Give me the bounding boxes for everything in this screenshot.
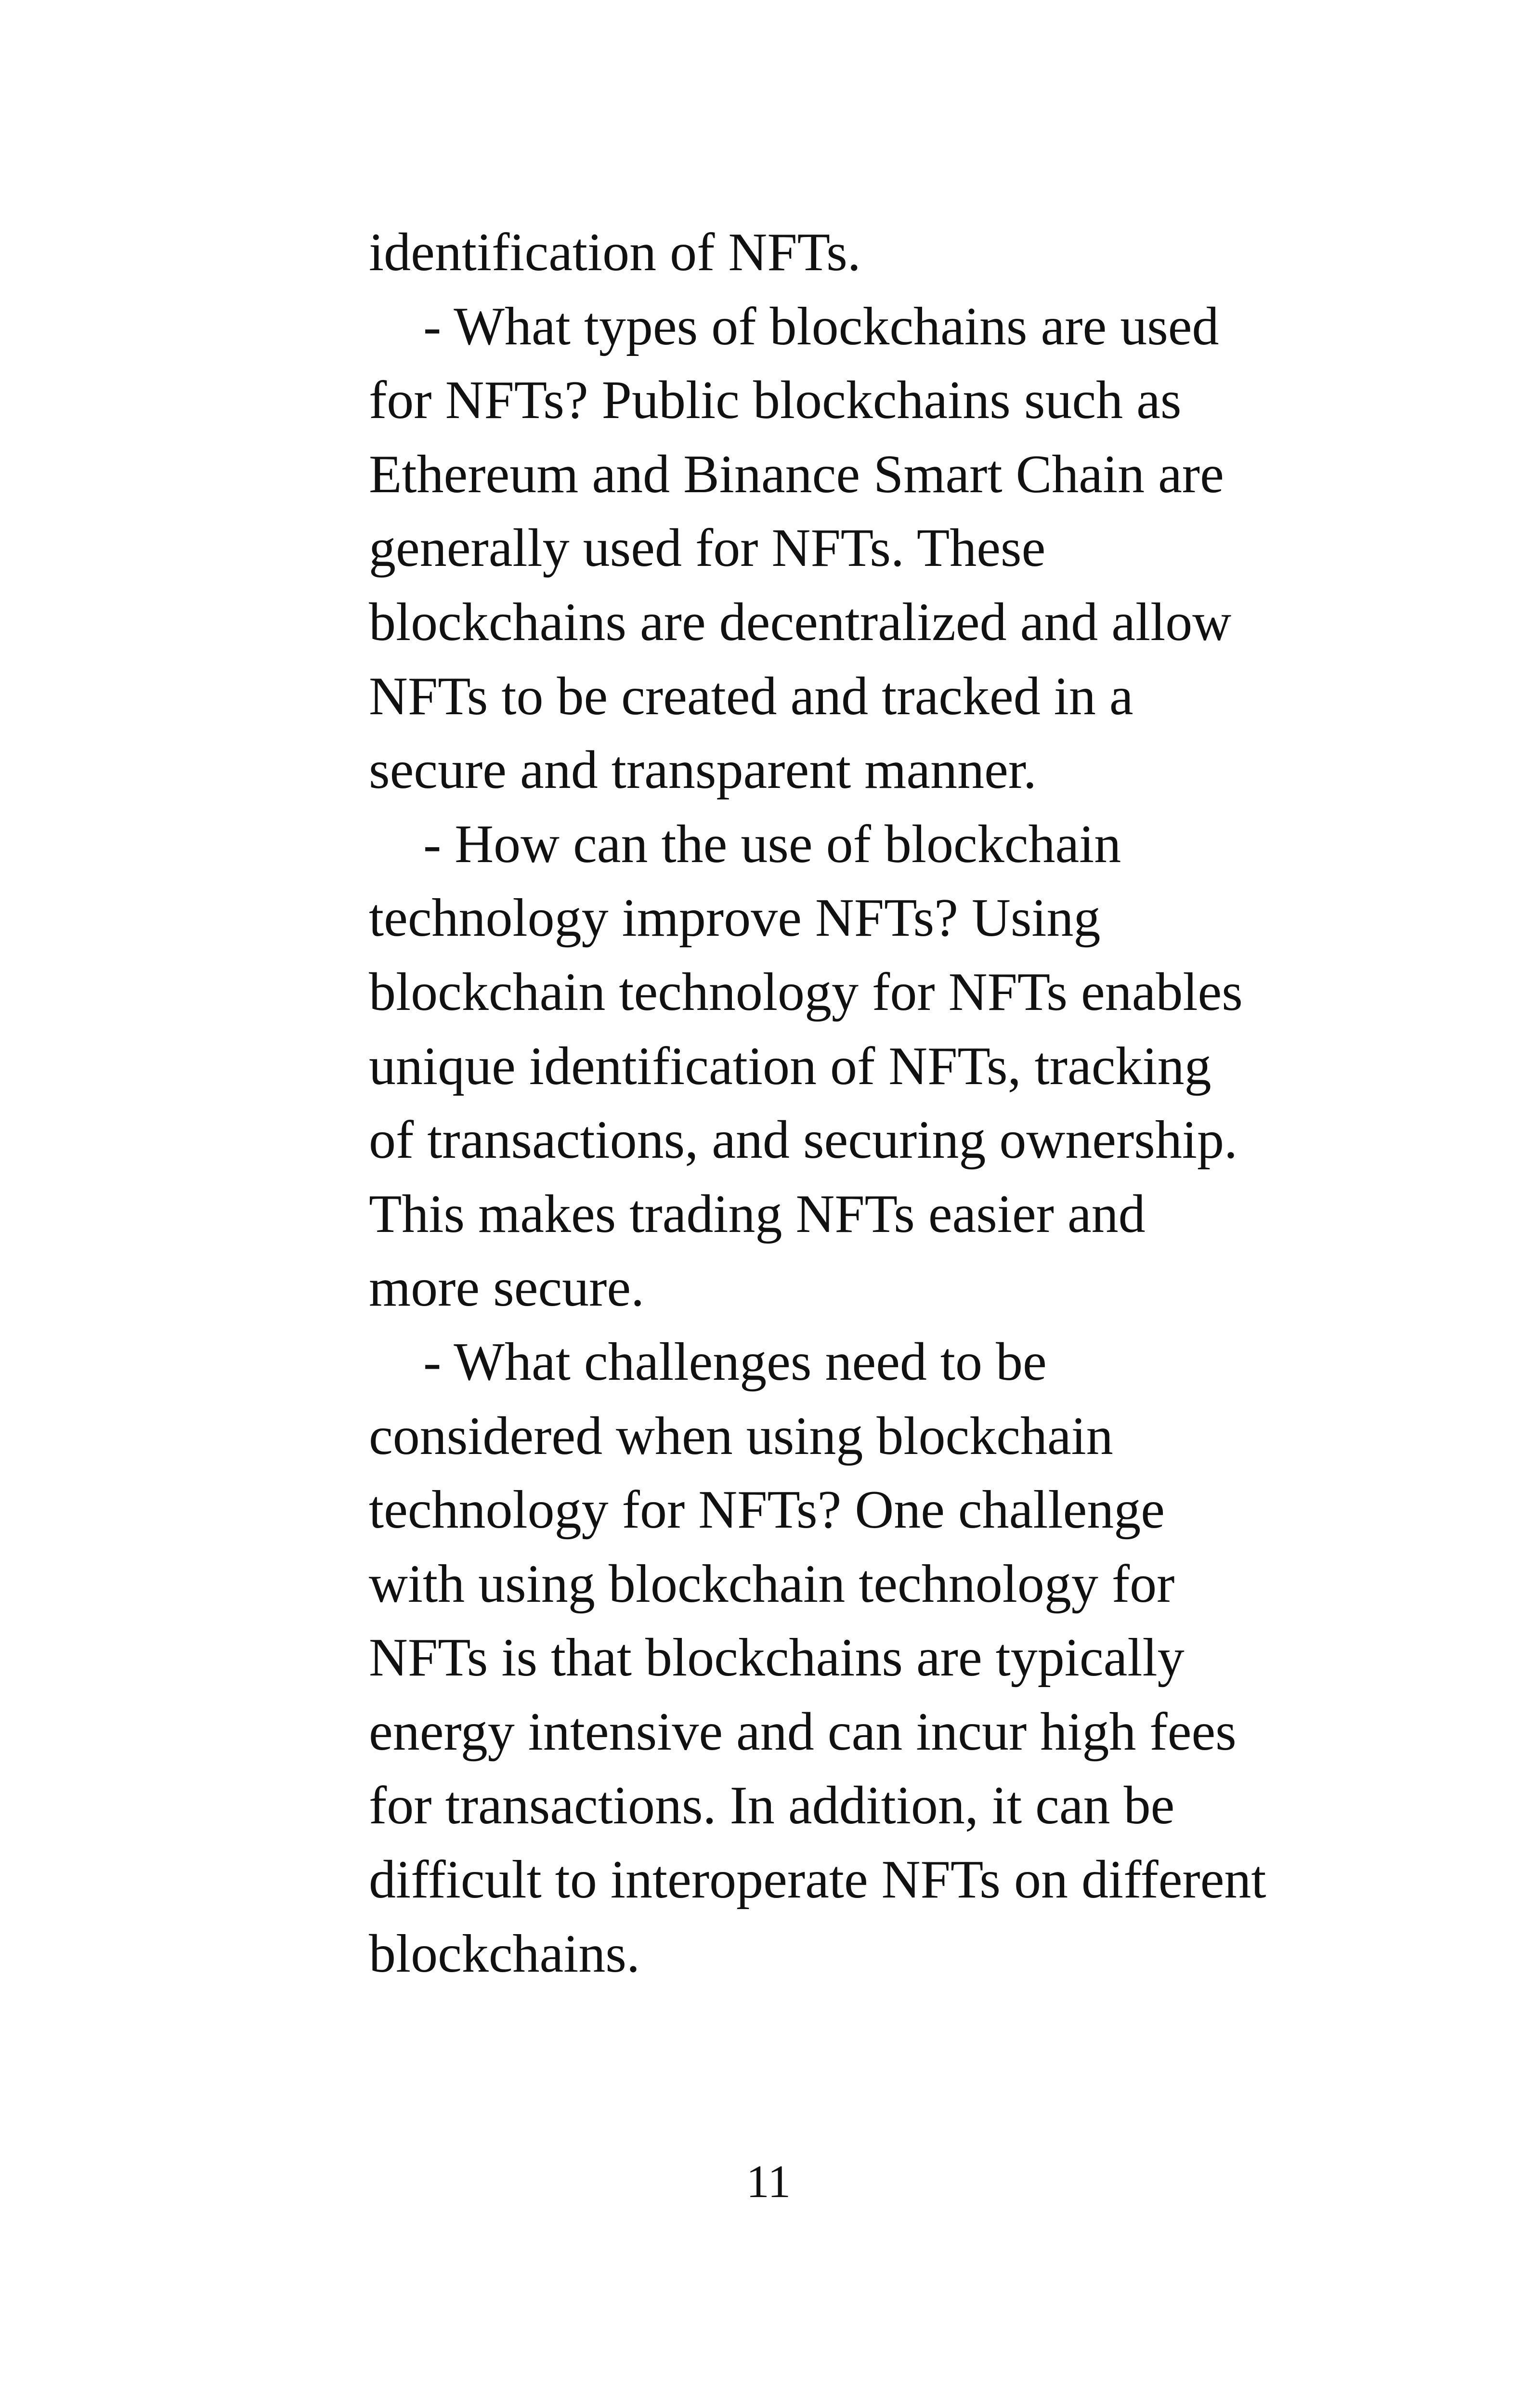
text-line: technology for NFTs? One challenge bbox=[369, 1480, 1165, 1540]
text-line: blockchain technology for NFTs enables bbox=[369, 962, 1243, 1022]
text-line: energy intensive and can incur high fees bbox=[369, 1701, 1237, 1762]
paragraph-blockchain-improvement bbox=[369, 808, 1351, 1325]
text-line: generally used for NFTs. These bbox=[369, 518, 1046, 578]
text-line: - How can the use of blockchain bbox=[423, 814, 1121, 874]
page-number: 11 bbox=[746, 2156, 791, 2207]
paragraph-continuation bbox=[369, 216, 1351, 290]
text-line: unique identification of NFTs, tracking bbox=[369, 1036, 1211, 1096]
text-line: difficult to interoperate NFTs on different bbox=[369, 1850, 1266, 1910]
text-line: of transactions, and securing ownership. bbox=[369, 1110, 1237, 1170]
text-line: blockchains are decentralized and allow bbox=[369, 592, 1232, 652]
paragraph-blockchain-challenges bbox=[369, 1325, 1351, 1991]
text-line: blockchains. bbox=[369, 1924, 640, 1984]
text-line: Ethereum and Binance Smart Chain are bbox=[369, 444, 1224, 504]
text-line: - What challenges need to be bbox=[423, 1332, 1047, 1392]
text-line: considered when using blockchain bbox=[369, 1406, 1113, 1466]
text-line: - What types of blockchains are used bbox=[423, 296, 1219, 356]
text-line: for NFTs? Public blockchains such as bbox=[369, 370, 1182, 431]
body-text bbox=[369, 216, 1351, 1991]
text-line: more secure. bbox=[369, 1258, 645, 1318]
text-line: technology improve NFTs? Using bbox=[369, 888, 1101, 948]
text-line: for transactions. In addition, it can be bbox=[369, 1776, 1175, 1836]
text-line: NFTs to be created and tracked in a bbox=[369, 666, 1133, 726]
paragraph-blockchain-types bbox=[369, 290, 1351, 808]
text-line: with using blockchain technology for bbox=[369, 1554, 1175, 1614]
text-line: secure and transparent manner. bbox=[369, 740, 1037, 800]
text-line: This makes trading NFTs easier and bbox=[369, 1184, 1146, 1244]
text-line: NFTs is that blockchains are typically bbox=[369, 1628, 1185, 1688]
text-line: identification of NFTs. bbox=[369, 222, 861, 282]
